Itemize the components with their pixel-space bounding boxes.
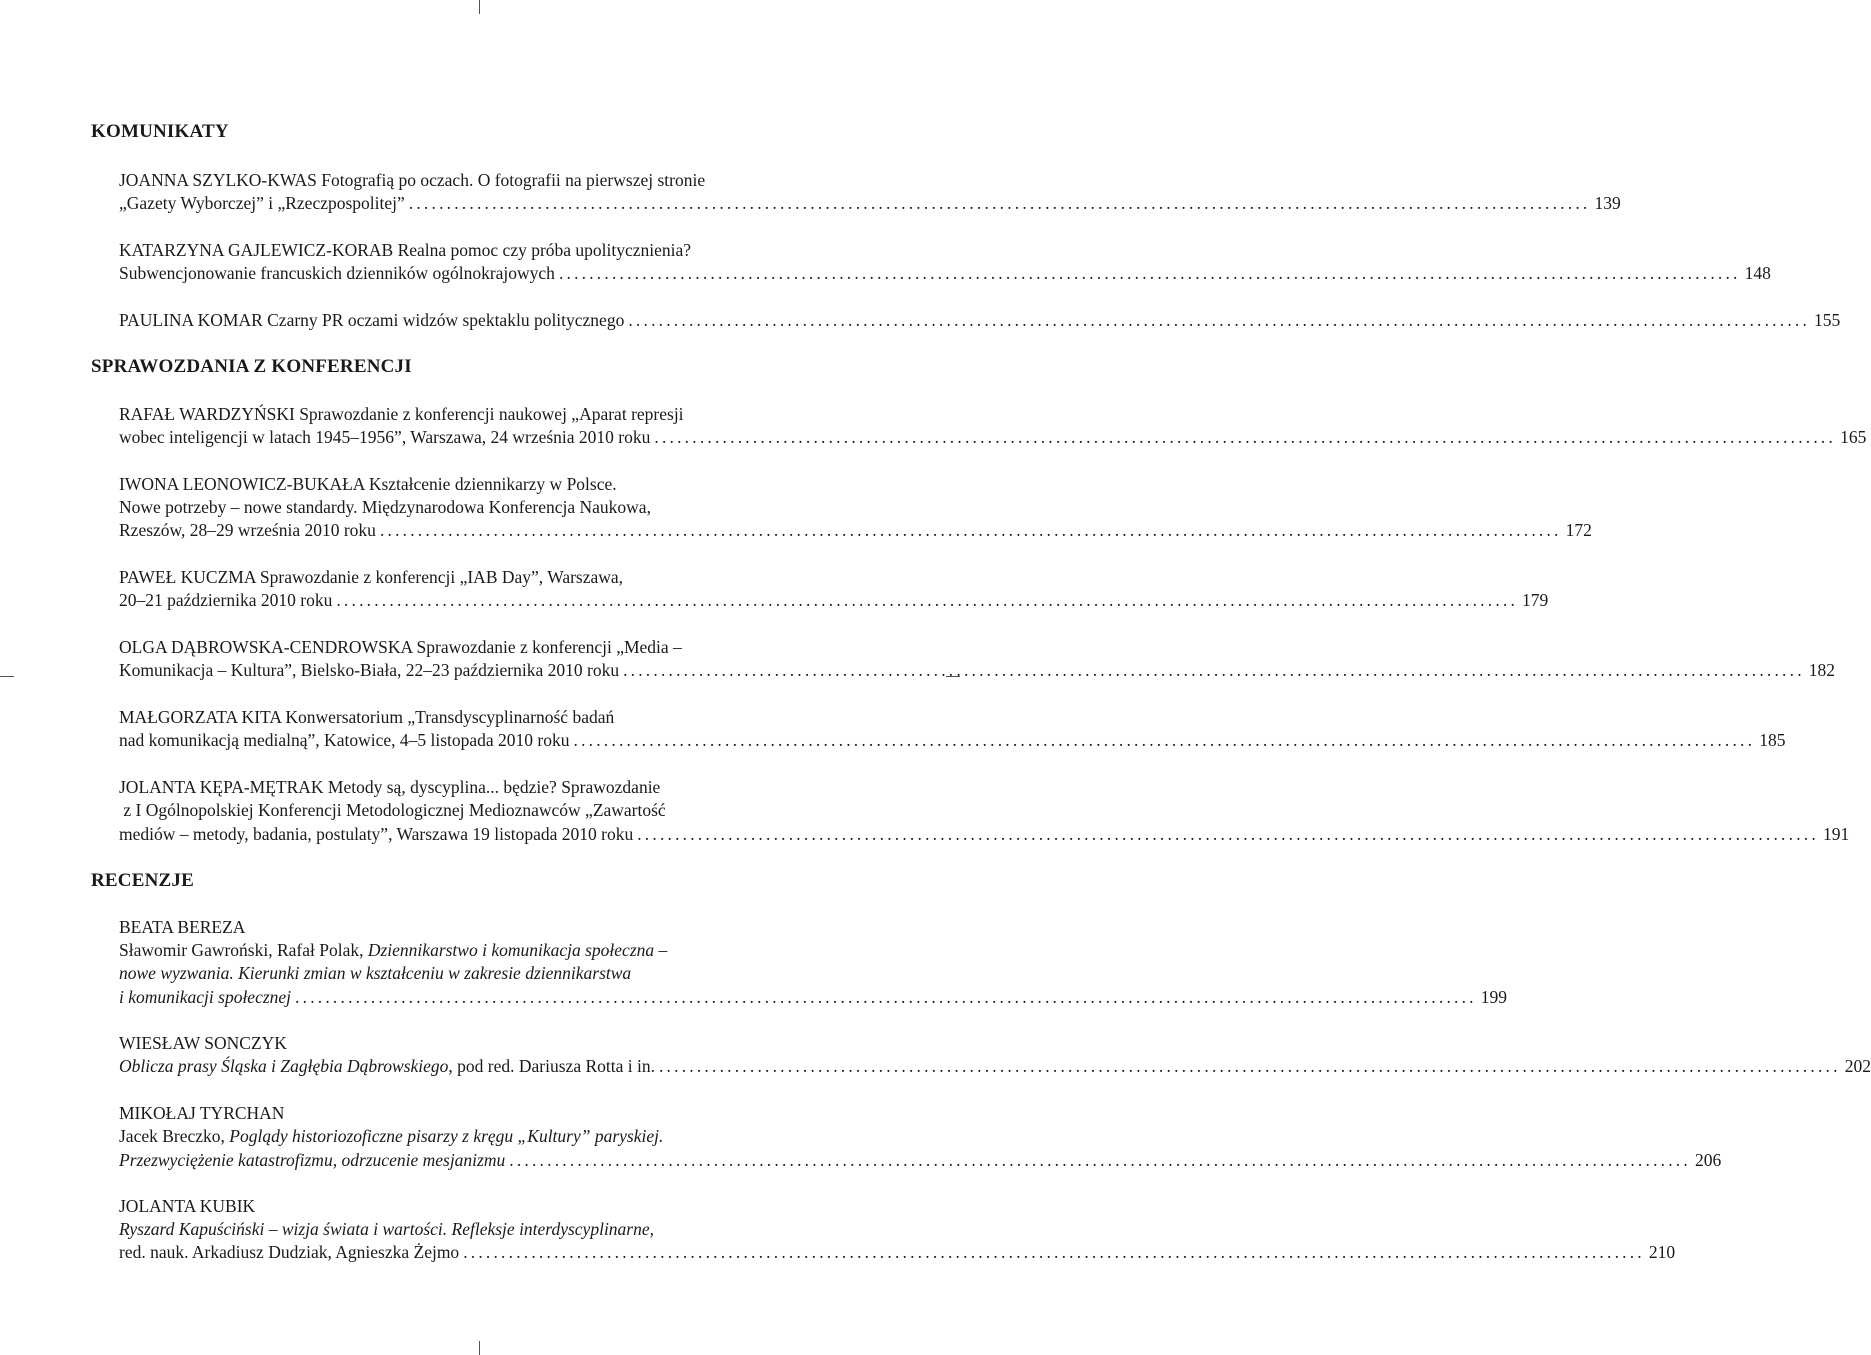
- dot-leader: ............................................................................................................................................................: [654, 427, 1837, 447]
- toc-entry-line: Sławomir Gawroński, Rafał Polak, Dziennikarstwo i komunikacja społeczna –: [119, 940, 668, 960]
- dot-leader: ............................................................................................................................................................: [623, 660, 1805, 680]
- dot-leader: ............................................................................................................................................................: [336, 590, 1519, 610]
- toc-entry-line: IWONA LEONOWICZ-BUKAŁA Kształcenie dziennikarzy w Polsce.: [119, 474, 617, 494]
- toc-entry-line: RAFAŁ WARDZYŃSKI Sprawozdanie z konferencji naukowej „Aparat represji: [119, 404, 684, 424]
- page-number: 199: [1480, 987, 1507, 1007]
- toc-entry-line: red. nauk. Arkadiusz Dudziak, Agnieszka Żejmo ............................................................................................................................................................ 210: [119, 1242, 1676, 1262]
- page-number: 182: [1808, 660, 1836, 680]
- review-author: MIKOŁAJ TYRCHAN: [119, 1103, 285, 1123]
- section-heading-sprawozdania: SPRAWOZDANIA Z KONFERENCJI: [91, 356, 412, 377]
- page-number: 165: [1840, 427, 1867, 447]
- dot-leader: ............................................................................................................................................................: [408, 193, 1591, 213]
- toc-entry-line: z I Ogólnopolskiej Konferencji Metodologicznej Medioznawców „Zawartość: [119, 800, 666, 820]
- section-heading-komunikaty: KOMUNIKATY: [91, 121, 229, 142]
- toc-entry-line: MAŁGORZATA KITA Konwersatorium „Transdyscyplinarność badań: [119, 707, 615, 727]
- toc-entry-line: Ryszard Kapuściński – wizja świata i wartości. Refleksje interdyscyplinarne,: [119, 1219, 655, 1239]
- crop-mark: [0, 676, 14, 677]
- page-number: 191: [1822, 824, 1850, 844]
- toc-entry-line: OLGA DĄBROWSKA-CENDROWSKA Sprawozdanie z konferencji „Media –: [119, 637, 682, 657]
- review-author: BEATA BEREZA: [119, 917, 246, 937]
- toc-entry-line: JOANNA SZYLKO-KWAS Fotografią po oczach. O fotografii na pierwszej stronie: [119, 170, 706, 190]
- dot-leader: ............................................................................................................................................................: [463, 1242, 1645, 1262]
- toc-entry-line: KATARZYNA GAJLEWICZ-KORAB Realna pomoc czy próba upolitycznienia?: [119, 240, 692, 260]
- toc-entry-line: „Gazety Wyborczej” i „Rzeczpospolitej” ............................................................................................................................................................ 139: [119, 193, 1621, 213]
- toc-entry-line: nowe wyzwania. Kierunki zmian w kształceniu w zakresie dziennikarstwa: [119, 963, 632, 983]
- dot-leader: ............................................................................................................................................................: [573, 730, 1756, 750]
- page-number: 202: [1844, 1056, 1871, 1076]
- toc-entry-line: Jacek Breczko, Poglądy historiozoficzne pisarzy z kręgu „Kultury” paryskiej.: [119, 1126, 664, 1146]
- toc-entry-line: Oblicza prasy Śląska i Zagłębia Dąbrowskiego, pod red. Dariusza Rotta i in. ............................................................................................................................................................ 202: [119, 1056, 1871, 1076]
- page-number: 185: [1759, 730, 1786, 750]
- dot-leader: ............................................................................................................................................................: [658, 1056, 1841, 1076]
- toc-entry-line: PAULINA KOMAR Czarny PR oczami widzów spektaklu politycznego ............................................................................................................................................................ 155: [119, 310, 1841, 330]
- page-number: 155: [1814, 310, 1841, 330]
- dot-leader: ............................................................................................................................................................: [295, 987, 1477, 1007]
- toc-entry-line: mediów – metody, badania, postulaty”, Warszawa 19 listopada 2010 roku ............................................................................................................................................................ 191: [119, 824, 1850, 844]
- toc-entry-line: nad komunikacją medialną”, Katowice, 4–5 listopada 2010 roku ............................................................................................................................................................ 185: [119, 730, 1786, 750]
- dot-leader: ............................................................................................................................................................: [379, 520, 1562, 540]
- page-number: 210: [1648, 1242, 1676, 1262]
- dot-leader: ............................................................................................................................................................: [558, 263, 1741, 283]
- section-heading-recenzje: RECENZJE: [91, 870, 194, 891]
- toc-entry-line: Subwencjonowanie francuskich dzienników ogólnokrajowych ............................................................................................................................................................ 148: [119, 263, 1771, 283]
- page-number: 206: [1694, 1150, 1722, 1170]
- toc-entry-line: i komunikacji społecznej ............................................................................................................................................................ 199: [119, 987, 1507, 1007]
- dot-leader: ............................................................................................................................................................: [509, 1150, 1691, 1170]
- crop-mark: [479, 1341, 480, 1355]
- page-number: 172: [1565, 520, 1592, 540]
- page-number: 139: [1594, 193, 1621, 213]
- dot-leader: ............................................................................................................................................................: [628, 310, 1811, 330]
- toc-entry-line: 20–21 października 2010 roku ............................................................................................................................................................ 179: [119, 590, 1549, 610]
- toc-entry-line: Nowe potrzeby – nowe standardy. Międzynarodowa Konferencja Naukowa,: [119, 497, 651, 517]
- toc-entry-line: JOLANTA KĘPA-MĘTRAK Metody są, dyscyplina... będzie? Sprawozdanie: [119, 777, 661, 797]
- page-number: 148: [1744, 263, 1771, 283]
- toc-entry-line: Rzeszów, 28–29 września 2010 roku ............................................................................................................................................................ 172: [119, 520, 1592, 540]
- toc-entry-line: PAWEŁ KUCZMA Sprawozdanie z konferencji „IAB Day”, Warszawa,: [119, 567, 624, 587]
- page-number: 179: [1522, 590, 1549, 610]
- toc-entry-line: Komunikacja – Kultura”, Bielsko-Biała, 22–23 października 2010 roku ............................................................................................................................................................ 182: [119, 660, 1836, 680]
- toc-entry-line: Przezwyciężenie katastrofizmu, odrzucenie mesjanizmu ............................................................................................................................................................ 206: [119, 1150, 1722, 1170]
- crop-mark: [479, 0, 480, 14]
- dot-leader: ............................................................................................................................................................: [637, 824, 1819, 844]
- review-author: WIESŁAW SONCZYK: [119, 1033, 287, 1053]
- toc-entry-line: wobec inteligencji w latach 1945–1956”, Warszawa, 24 września 2010 roku ............................................................................................................................................................ 165: [119, 427, 1867, 447]
- review-author: JOLANTA KUBIK: [119, 1196, 256, 1216]
